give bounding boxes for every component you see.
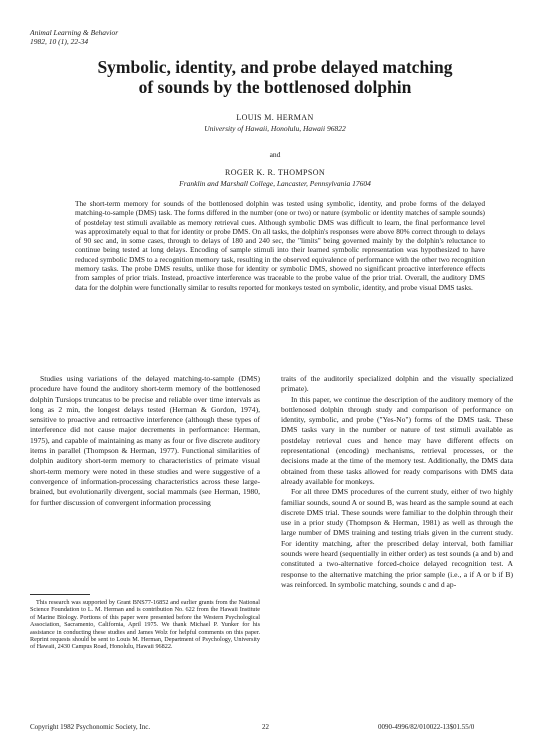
body-paragraph: traits of the auditorily specialized dolphin and the visually specialized primate). (281, 374, 513, 394)
paper-title (40, 57, 510, 97)
footnote-rule (30, 594, 90, 595)
copyright-notice: Copyright 1982 Psychonomic Society, Inc. (30, 723, 151, 731)
body-paragraph: In this paper, we continue the description of the auditory memory of the bottlenosed dolphin through study and comparison of performance on identity, symbolic, and probe ("Yes-No") forms of the DMS task. These DMS tasks vary in the number or nature of test stimuli available as postdelay retrieval cues and hence may have different effects on representational (encoding) mechanisms, retrieval processes, or the decisions made at the time of the memory test. Additionally, the DMS data obtained from these tasks allowed for ready comparisons with DMS data already available for monkeys. (281, 394, 513, 486)
title-line-2: of sounds by the bottlenosed dolphin (138, 77, 412, 97)
body-paragraph: For all three DMS procedures of the current study, either of two highly familiar sounds, sound A or sound B, was heard as the sample sound at each discrete DMS trial. These sounds were familiar to the dolphin through their use in a prior study (Thompson & Herman, 1981) as well as through the large number of DMS training and testing trials given in the current study. For identity matching, after the prescribed delay interval, both familiar sounds were heard (sequentially in either order) as test sounds (a and b) and constituted a two-alternative forced-choice delayed recognition test. A response to the alternative matching the prior sample (i.e., a if A or b if B) was reinforced. In symbolic matching, sounds c and d ap- (281, 487, 513, 589)
title-line-1: Symbolic, identity, and probe delayed matching (97, 57, 453, 77)
left-column (30, 374, 260, 508)
author-conjunction: and (269, 150, 281, 159)
journal-code: 0090-4996/82/010022-13$01.55/0 (378, 723, 475, 731)
journal-name: Animal Learning & Behavior (30, 28, 119, 37)
author-1-affiliation: University of Hawaii, Honolulu, Hawaii 96822 (204, 124, 346, 133)
footnote-text: This research was supported by Grant BNS77-16852 and earlier grants from the National Science Foundation to L. M. Herman and is contribution No. 622 from the Hawaii Institute of Marine Biology. Portions of this paper were presented before the Western Psychological Association, Sacramento, California, April 1975. We thank Michael P. Yunker for his assistance in conducting these studies and James Wolz for helpful comments on this paper. Reprint requests should be sent to Louis M. Herman, Department of Psychology, University of Hawaii, 2430 Campus Road, Honolulu, Hawaii 96822. (30, 599, 260, 651)
footnote (30, 599, 260, 651)
right-column (281, 374, 513, 590)
author-2-name: ROGER K. R. THOMPSON (224, 168, 326, 177)
body-paragraph: Studies using variations of the delayed matching-to-sample (DMS) procedure have found the auditory short-term memory of the bottlenosed dolphin Tursiops truncatus to be precise and reliable over time intervals as long as 2 min, the longest delays tested (Herman & Gordon, 1974), sensitive to proactive and retroactive interference (although these types of interference did not cause major decrements in performance: Herman, 1975), and capable of maintaining as many as four or five discrete auditory items in parallel (Thompson & Herman, 1977). Functional similarities of dolphin auditory short-term memory to characteristics of primate visual short-term memory were noted in these studies and were suggestive of a convergence of information-processing characteristics across these large-brained, but evolutionarily divergent, social mammals (see Herman, 1980, for further discussion of convergent information processing (30, 374, 260, 507)
author-1-name: LOUIS M. HERMAN (236, 113, 314, 122)
journal-citation: 1982, 10 (1), 22-34 (30, 37, 89, 46)
author-2-affiliation: Franklin and Marshall College, Lancaster, Pennsylvania 17604 (179, 179, 371, 188)
abstract: The short-term memory for sounds of the bottlenosed dolphin was tested using symbolic, identity, and probe forms of the delayed matching-to-sample (DMS) task. The forms differed in the number (one or two) or nature (symbolic or identity matches of sample sounds) of postdelay test stimuli available as memory retrieval cues. Although symbolic DMS was difficult to learn, the final performance level was approximately equal to that for identity or probe DMS. On all tasks, the dolphin's responses were above 80% correct through to delays of 90 sec and, in some cases, through to delays of 180 and 240 sec, the "limits" being governed mainly by the dolphin's reluctance to continue being tested at long delays. Encoding of sample stimuli into their learned symbolic representation was hypothesized to have reduced symbolic DMS to a recognition memory task, resulting in the observed equivalence of performance with the other two recognition memory tasks. The probe DMS results, unlike those for identity or symbolic DMS, showed no significant proactive interference effects from samples of prior trials. Instead, proactive interference was traceable to the probe value of the prior trial. Overall, the auditory DMS data for the dolphin were functionally similar to results reported for monkeys tested on symbolic, identity, and probe visual DMS tasks. (75, 199, 485, 292)
journal-header (30, 28, 118, 46)
page-number: 22 (262, 723, 269, 731)
